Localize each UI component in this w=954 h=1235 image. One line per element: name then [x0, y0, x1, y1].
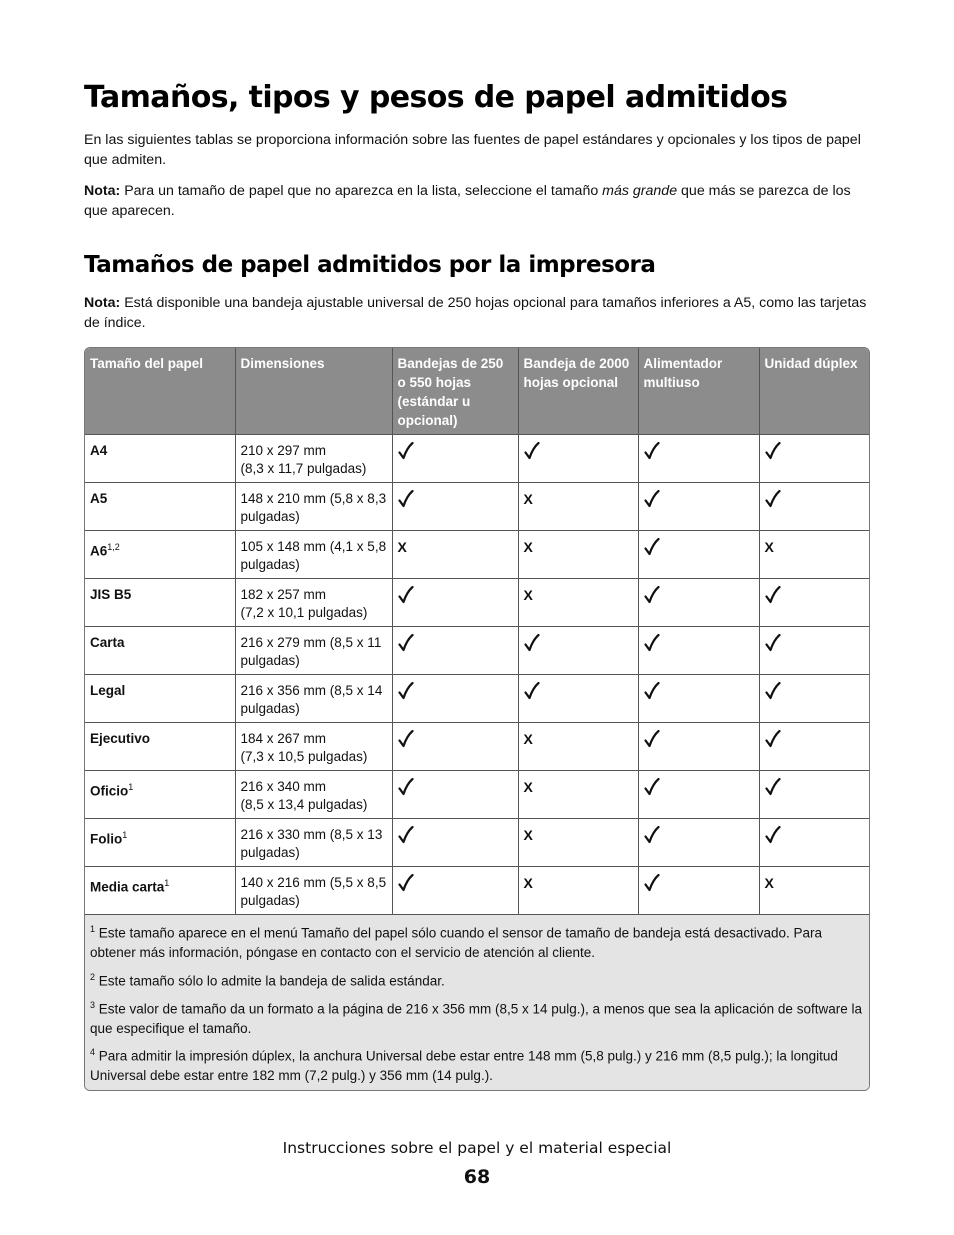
support-cell [392, 531, 518, 579]
footnote-number: 3 [90, 999, 96, 1010]
checkmark-icon [398, 874, 414, 892]
not-supported-mark: X [764, 539, 774, 555]
header-paper-size: Tamaño del papel [85, 348, 235, 435]
footnote-reference: 1 [164, 878, 170, 888]
checkmark-icon [398, 730, 414, 748]
checkmark-icon [398, 490, 414, 508]
paper-size-name: Carta [90, 635, 125, 650]
paper-size-name: Folio [90, 831, 123, 847]
support-cell [759, 675, 869, 723]
checkmark-icon [398, 826, 414, 844]
support-cell [638, 819, 759, 867]
support-cell [638, 483, 759, 531]
paper-size-cell [85, 867, 235, 915]
footnote-reference: 1 [128, 782, 134, 792]
footnote-text: Para admitir la impresión dúplex, la anchura Universal debe estar entre 148 mm (5,8 pulg.) y 216 mm (8,5 pulg.); la longitud Universal debe estar entre 182 mm (7,2 pulg.) y 356 mm (14 pulg.). [90, 1048, 838, 1083]
checkmark-icon [644, 538, 660, 556]
not-supported-mark: X [523, 779, 533, 795]
note-label: Nota: [84, 295, 121, 311]
footnotes-cell [85, 915, 869, 1090]
dimensions-cell: 216 x 330 mm (8,5 x 13 pulgadas) [235, 819, 392, 867]
paper-size-cell [85, 579, 235, 627]
footer-chapter-title: Instrucciones sobre el papel y el material especial [282, 1139, 672, 1157]
checkmark-icon [644, 730, 660, 748]
dimensions-cell: 216 x 279 mm (8,5 x 11 pulgadas) [235, 627, 392, 675]
table-row [85, 723, 869, 771]
note-text: Está disponible una bandeja ajustable universal de 250 hojas opcional para tamaños inferiores a A5, como las tarjetas de índice. [84, 295, 867, 331]
footnote-number: 4 [90, 1047, 96, 1057]
table-row [85, 627, 869, 675]
note-label: Nota: [84, 183, 121, 199]
checkmark-icon [524, 442, 540, 460]
support-cell [638, 435, 759, 483]
checkmark-icon [644, 826, 660, 844]
checkmark-icon [765, 634, 781, 652]
support-cell [759, 867, 869, 915]
checkmark-icon [765, 586, 781, 604]
footnote [90, 1043, 864, 1086]
section-title: Tamaños de papel admitidos por la impresora [84, 252, 656, 278]
table-row [85, 675, 869, 723]
paper-size-cell [85, 723, 235, 771]
table-header-row [85, 348, 869, 435]
paper-size-name: Ejecutivo [90, 731, 151, 746]
checkmark-icon [765, 730, 781, 748]
support-cell [518, 723, 638, 771]
checkmark-icon [398, 682, 414, 700]
checkmark-icon [644, 778, 660, 796]
table-row [85, 579, 869, 627]
checkmark-icon [765, 490, 781, 508]
support-cell [638, 771, 759, 819]
support-cell [759, 771, 869, 819]
support-cell [518, 435, 638, 483]
dimensions-cell: 216 x 356 mm (8,5 x 14 pulgadas) [235, 675, 392, 723]
header-250-550-trays: Bandejas de 250 o 550 hojas (estándar u opcional) [392, 348, 518, 435]
checkmark-icon [644, 490, 660, 508]
table-row [85, 771, 869, 819]
checkmark-icon [524, 682, 540, 700]
header-dimensions: Dimensiones [235, 348, 392, 435]
table-row [85, 867, 869, 915]
support-cell [392, 483, 518, 531]
support-cell [392, 819, 518, 867]
table-row [85, 483, 869, 531]
paper-size-cell [85, 531, 235, 579]
support-cell [392, 867, 518, 915]
note-text-before: Para un tamaño de papel que no aparezca en la lista, seleccione el tamaño [120, 183, 603, 199]
checkmark-icon [398, 778, 414, 796]
footnote-text: Este tamaño aparece en el menú Tamaño del papel sólo cuando el sensor de tamaño de bandeja está desactivado. Para obtener más información, póngase en contacto con el servicio de atención al cliente. [90, 925, 823, 960]
support-cell [392, 675, 518, 723]
not-supported-mark: X [523, 587, 533, 603]
footnote-number: 2 [90, 971, 96, 982]
not-supported-mark: X [523, 731, 533, 747]
table-row [85, 435, 869, 483]
dimensions-cell: 216 x 340 mm (8,5 x 13,4 pulgadas) [235, 771, 392, 819]
footnote-reference: 1,2 [107, 542, 120, 552]
paper-size-name: A4 [90, 443, 108, 458]
support-cell [392, 627, 518, 675]
dimensions-cell: 182 x 257 mm (7,2 x 10,1 pulgadas) [235, 579, 392, 627]
header-multipurpose-feeder: Alimentador multiuso [638, 348, 759, 435]
dimensions-cell: 184 x 267 mm (7,3 x 10,5 pulgadas) [235, 723, 392, 771]
checkmark-icon [644, 442, 660, 460]
support-cell [759, 531, 869, 579]
footnote-number: 1 [90, 924, 96, 934]
page-title: Tamaños, tipos y pesos de papel admitidos [84, 80, 788, 115]
support-cell [518, 675, 638, 723]
not-supported-mark: X [523, 827, 533, 843]
not-supported-mark: X [523, 491, 533, 507]
note-size-not-listed [84, 181, 870, 221]
checkmark-icon [398, 634, 414, 652]
note-emphasis: más grande [602, 183, 678, 199]
support-cell [518, 627, 638, 675]
support-cell [638, 723, 759, 771]
checkmark-icon [765, 442, 781, 460]
support-cell [638, 579, 759, 627]
header-duplex-unit: Unidad dúplex [759, 348, 869, 435]
paper-size-cell [85, 483, 235, 531]
paper-size-name: Media carta [90, 879, 165, 895]
support-cell [759, 435, 869, 483]
support-cell [518, 483, 638, 531]
checkmark-icon [398, 586, 414, 604]
paper-size-cell [85, 627, 235, 675]
checkmark-icon [765, 682, 781, 700]
footnote-text: Este tamaño sólo lo admite la bandeja de salida estándar. [95, 973, 445, 988]
paper-size-cell [85, 771, 235, 819]
checkmark-icon [644, 634, 660, 652]
paper-size-name: JIS B5 [90, 587, 132, 602]
support-cell [518, 867, 638, 915]
header-2000-tray: Bandeja de 2000 hojas opcional [518, 348, 638, 435]
footnote [90, 968, 864, 991]
paper-size-cell [85, 819, 235, 867]
support-cell [759, 483, 869, 531]
support-cell [759, 627, 869, 675]
table-row [85, 531, 869, 579]
paper-sizes-table [84, 347, 870, 1091]
table-row [85, 819, 869, 867]
not-supported-mark: X [397, 539, 407, 555]
support-cell [392, 723, 518, 771]
support-cell [638, 867, 759, 915]
support-cell [518, 771, 638, 819]
paper-size-cell [85, 435, 235, 483]
paper-size-name: A5 [90, 491, 108, 506]
checkmark-icon [765, 778, 781, 796]
checkmark-icon [524, 634, 540, 652]
checkmark-icon [644, 874, 660, 892]
dimensions-cell: 210 x 297 mm (8,3 x 11,7 pulgadas) [235, 435, 392, 483]
footnote-text: Este valor de tamaño da un formato a la página de 216 x 356 mm (8,5 x 14 pulg.), a menos que sea la aplicación de software la que especifique el tamaño. [90, 1001, 862, 1036]
support-cell [518, 579, 638, 627]
paper-size-name: Oficio [90, 783, 129, 799]
page-number: 68 [463, 1166, 491, 1188]
support-cell [759, 819, 869, 867]
support-cell [392, 435, 518, 483]
footnote [90, 996, 864, 1039]
intro-paragraph: En las siguientes tablas se proporciona información sobre las fuentes de papel estándares y opcionales y los tipos de papel que admiten. [84, 132, 861, 168]
support-cell [392, 771, 518, 819]
footnote-reference: 1 [122, 830, 128, 840]
paper-size-name: Legal [90, 683, 126, 698]
checkmark-icon [644, 682, 660, 700]
dimensions-cell: 148 x 210 mm (5,8 x 8,3 pulgadas) [235, 483, 392, 531]
checkmark-icon [765, 826, 781, 844]
note-text-after: que más se parezca de los que aparecen. [84, 183, 851, 219]
checkmark-icon [398, 442, 414, 460]
support-cell [392, 579, 518, 627]
support-cell [759, 723, 869, 771]
footnotes-row [85, 915, 869, 1090]
note-universal-tray [84, 293, 870, 333]
support-cell [759, 579, 869, 627]
support-cell [518, 819, 638, 867]
not-supported-mark: X [523, 875, 533, 891]
support-cell [638, 675, 759, 723]
support-cell [518, 531, 638, 579]
not-supported-mark: X [764, 875, 774, 891]
dimensions-cell: 140 x 216 mm (5,5 x 8,5 pulgadas) [235, 867, 392, 915]
paper-size-cell [85, 675, 235, 723]
not-supported-mark: X [523, 539, 533, 555]
checkmark-icon [644, 586, 660, 604]
support-cell [638, 627, 759, 675]
dimensions-cell: 105 x 148 mm (4,1 x 5,8 pulgadas) [235, 531, 392, 579]
footnote [90, 920, 864, 963]
paper-size-name: A6 [90, 543, 108, 559]
support-cell [638, 531, 759, 579]
